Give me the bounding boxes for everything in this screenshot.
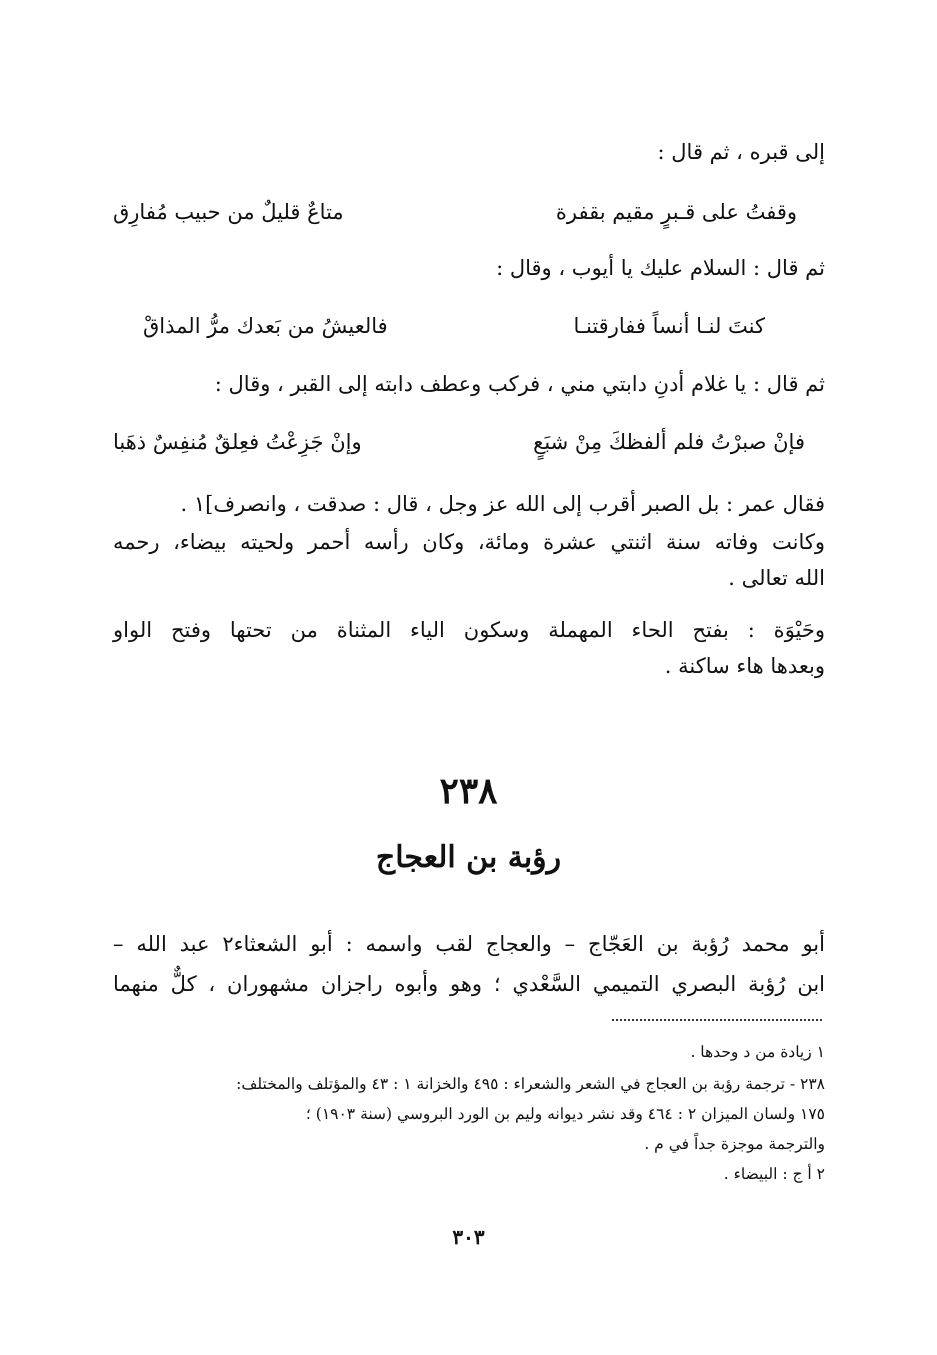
footnote: ٢ أ ج : البيضاء . <box>723 1165 825 1183</box>
footnote: ١٧٥ ولسان الميزان ٢ : ٤٦٤ وقد نشر ديوانه وليم بن الورد البروسي (سنة ١٩٠٣) ؛ <box>305 1105 825 1123</box>
verse-second-hemistich: وإنْ جَزِعْتُ فعِلقٌ مُنفِسٌ ذهَبا <box>113 430 362 454</box>
text-line: ثم قال : يا غلام أدنِ دابتي مني ، فركب وعطف دابته إلى القبر ، وقال : <box>214 372 825 396</box>
text-line: ثم قال : السلام عليك يا أيوب ، وقال : <box>496 256 825 280</box>
verse-second-hemistich: فالعيشُ من بَعدك مرُّ المذاقْ <box>143 314 388 338</box>
text-line: وكانت وفاته سنة اثنتي عشرة ومائة، وكان رأسه أحمر ولحيته بيضاء، رحمه <box>113 530 825 554</box>
entry-number: ٢٣٨ <box>439 770 498 812</box>
entry-title: رؤبة بن العجاج <box>375 840 562 875</box>
text-line: وبعدها هاء ساكنة . <box>664 654 825 678</box>
verse <box>113 422 825 462</box>
footnote: ٢٣٨ - ترجمة رؤبة بن العجاج في الشعر والشعراء : ٤٩٥ والخزانة ١ : ٤٣ والمؤتلف والمختلف: <box>236 1075 825 1093</box>
text-line: فقال عمر : بل الصبر أقرب إلى الله عز وجل ، قال : صدقت ، وانصرف]١ . <box>180 492 825 516</box>
footnote: والترجمة موجزة جداً في م . <box>644 1135 825 1153</box>
text-line: أبو محمد رُؤبة بن العَجّاج – والعجاج لقب واسمه : أبو الشعثاء٢ عبد الله – <box>113 932 825 956</box>
text-line: وحَيْوَة : بفتح الحاء المهملة وسكون الياء المثناة من تحتها وفتح الواو <box>113 618 825 642</box>
verse-first-hemistich: فإنْ صبرْتُ فلم ألفظكَ مِنْ شبَعٍ <box>533 430 805 454</box>
footnote-separator <box>612 1019 822 1021</box>
text-line: إلى قبره ، ثم قال : <box>657 140 825 164</box>
text-line: الله تعالى . <box>728 566 825 590</box>
verse-first-hemistich: وقفتُ على قـبرٍ مقيم بقفرة <box>555 200 797 224</box>
verse <box>113 192 825 232</box>
page-number: ٣٠٣ <box>452 1225 485 1249</box>
text-line: ابن رُؤبة البصري التميمي السَّعْدي ؛ وهو وأبوه راجزان مشهوران ، كلٌّ منهما <box>113 972 825 996</box>
verse-second-hemistich: متاعٌ قليلٌ من حبيب مُفارِق <box>113 200 344 224</box>
verse-first-hemistich: كنتَ لنـا أنساً ففارقتنـا <box>573 314 765 338</box>
footnote: ١ زيادة من د وحدها . <box>690 1043 825 1061</box>
verse <box>113 306 825 346</box>
